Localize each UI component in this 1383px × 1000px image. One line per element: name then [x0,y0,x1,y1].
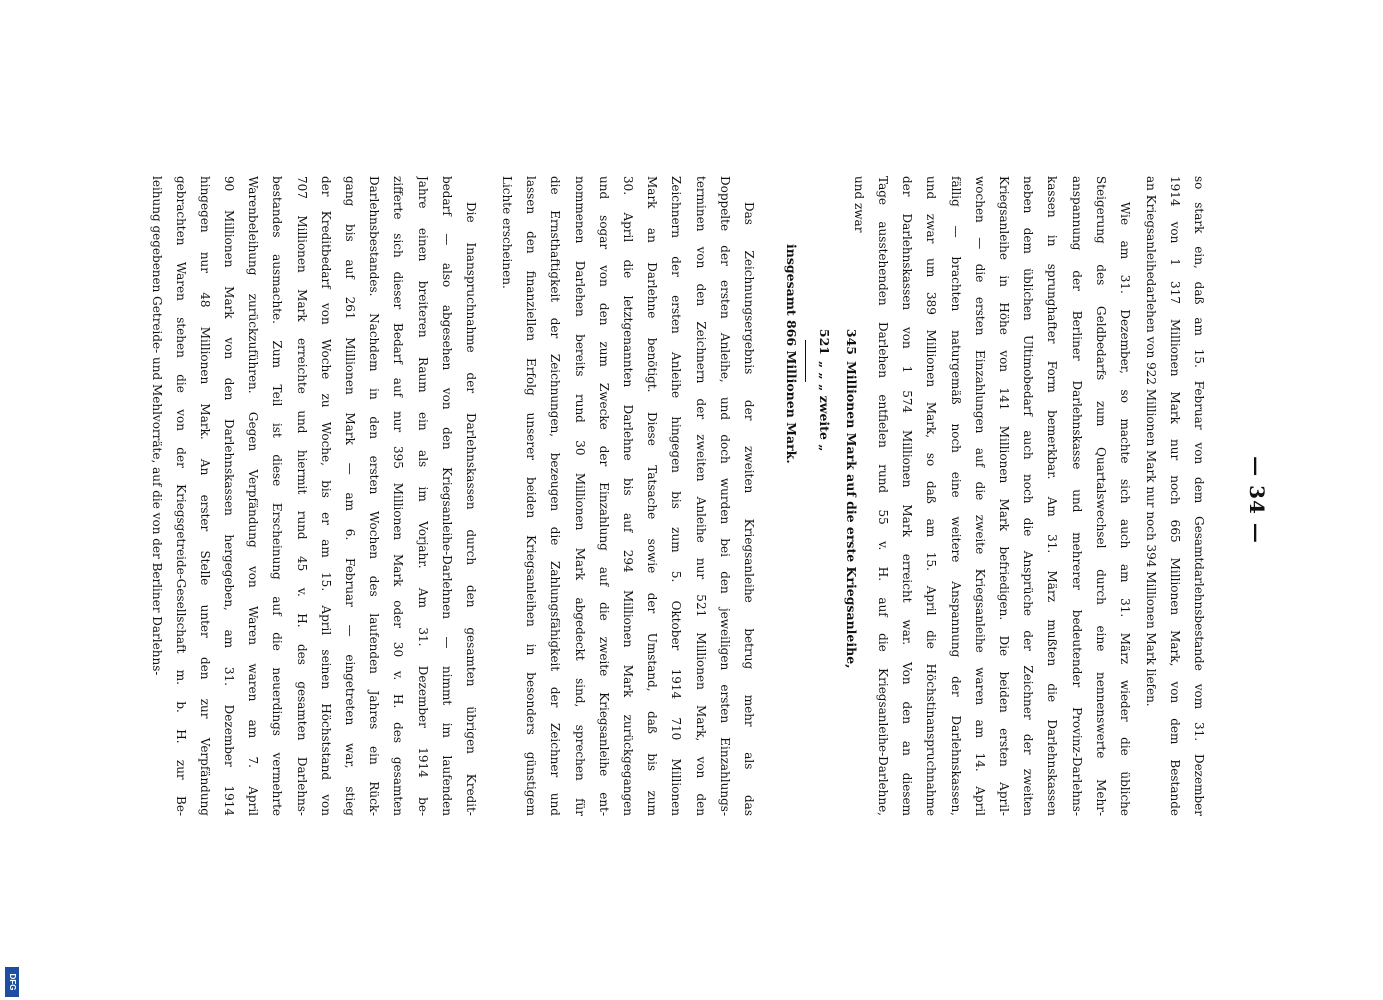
page-number: — 34 — [1245,456,1269,544]
text-line: bestandes ausmachte. Zum Teil ist diese Erscheinung auf die neuerdings vermehrte [270,176,285,816]
text-line: gebrachten Waren stehen die von der Kriegsgetreide-Gesellschaft m. b. H. zur Be- [173,176,188,816]
text-line: anspannung der Berliner Darlehnskasse und mehrerer bedeutender Provinz-Darlehns- [1069,176,1084,816]
figure-row-second-loan [817,321,832,451]
paragraph-1 [1138,176,1211,816]
text-line: 30. April die letztgenannten Darlehne bis auf 294 Millionen Mark zurückgegangen [621,176,636,816]
text-line: Zeichnern der ersten Anleihe hingegen bis zum 5. Oktober 1914 710 Millionen [669,176,684,816]
paragraph-4 [144,176,483,816]
text-line: und zwar [851,176,866,233]
text-line: Lichte erscheinen. [500,176,515,289]
amount-first-loan: 345 [844,328,859,355]
text-line: neben dem üblichen Ultimobedarf auch noch die Ansprüche der Zeichner der zweiten [1021,176,1036,816]
text-line: und sogar von den zum Zwecke der Einzahlung auf die zweite Kriegsanleihe ent- [596,176,611,816]
text-line: die Ernsthaftigkeit der Zeichnungen, bezeugen die Zahlungsfähigkeit der Zeichner und [548,176,563,816]
text-line: wochen — die ersten Einzahlungen auf die zweite Kriegsanleihe waren am 14. April [972,176,987,816]
text-line: 1914 von 1 317 Millionen Mark nur noch 665 Millionen Mark, von dem Bestande [1167,176,1182,816]
text-line: Steigerung des Geldbedarfs zum Quartalswechsel durch eine nennenswerte Mehr- [1093,176,1108,816]
text-line: leihung gegebenen Getreide- und Mehlvorräte, auf die von der Berliner Darlehns- [149,176,164,676]
amount-second-loan: 521 [817,328,832,355]
text-line: Doppelte der ersten Anleihe, und doch wurden bei den jeweiligen ersten Einzahlungs- [717,176,732,816]
text-line: 90 Millionen Mark von den Darlehnskassen hergegeben, am 31. Dezember 1914 [222,176,237,816]
text-line: Die Inanspruchnahme der Darlehnskassen durch den gesamten übrigen Kredit- [464,202,478,816]
figure-row-first-loan [844,321,859,669]
text-second-loan: „ „ „ zweite „ [817,361,832,452]
text-line: Darlehnsbestandes. Nachdem in den ersten Wochen des laufenden Jahres ein Rück- [367,176,382,816]
text-line: 707 Millionen Mark erreichte und hiermit rund 45 v. H. des gesamten Darlehns- [294,176,309,816]
paragraph-2 [847,176,1137,816]
text-line: terminen von den Zeichnern der zweiten Anleihe nur 521 Millionen Mark, von den [693,176,708,816]
text-line: lassen den finanziellen Erfolg unserer beiden Kriegsanleihen in besonders günstigem [524,176,539,816]
text-line: Kriegsanleihe in Höhe von 141 Millionen Mark befriedigen. Die beiden ersten April- [997,176,1012,816]
text-line: Warenbeleihung zurückzuführen. Gegen Verpfändung von Waren waren am 7. April [246,176,261,816]
text-line: und zwar um 389 Millionen Mark, so daß am 15. April die Höchstinanspruchnahme [924,176,939,816]
text-line: der Darlehnskassen von 1 574 Millionen Mark erreicht war. Von den an diesem [900,176,915,816]
sum-rule [805,340,806,382]
text-line: Mark an Darlehne benötigt. Diese Tatsache sowie der Umstand, daß bis zum [645,176,660,816]
text-line: Das Zeichnungsergebnis der zweiten Kriegsanleihe betrug mehr als das [742,202,756,816]
text-line: Tage ausstehenden Darlehen entfielen rund 55 v. H. auf die Kriegsanleihe-Darlehne, [876,176,891,816]
text-line: Jahre einen breiteren Raum ein als im Vorjahr. Am 31. Dezember 1914 be- [415,176,430,816]
text-line: so stark ein, daß am 15. Februar von dem Gesamtdarlehnsbestande vom 31. Dezember [1192,176,1206,816]
paragraph-3 [495,176,761,816]
figure-total: insgesamt 866 Millionen Mark. [784,244,799,464]
text-line: fällig — brachten naturgemäß noch eine weitere Anspannung der Darlehnskassen, [948,176,963,816]
digitization-credit [0,600,20,610]
text-line: nommenen Darlehen bereits rund 30 Millionen Mark abgedeckt sind, sprechen für [572,176,587,816]
text-line: zifferte sich dieser Bedarf auf nur 395 Millionen Mark oder 30 v. H. des gesamten [391,176,406,816]
text-line: hingegen nur 48 Millionen Mark. An erster Stelle unter den zur Verpfändung [197,176,212,816]
text-first-loan: Millionen Mark auf die erste Kriegsanleihe, [844,361,859,669]
text-line: gang bis auf 261 Millionen Mark — am 6. Februar — eingetreten war, stieg [343,176,358,816]
text-line: kassen in sprunghafter Form bemerkbar. Am 31. März mußten die Darlehnskassen [1045,176,1060,816]
text-line: bedarf — also abgesehen von den Kriegsanleihe-Darlehnen — nimmt im laufenden [439,176,454,816]
text-line: Wie am 31. Dezember, so machte sich auch am 31. März wieder die übliche [1118,202,1132,816]
text-line: der Kreditbedarf von Woche zu Woche, bis er am 15. April seinen Höchststand von [318,176,333,816]
text-line: an Kriegsanleihedarlehen von 922 Millionen Mark nur noch 394 Millionen Mark liefen. [1143,176,1158,707]
dfg-logo: DFG [5,967,19,997]
